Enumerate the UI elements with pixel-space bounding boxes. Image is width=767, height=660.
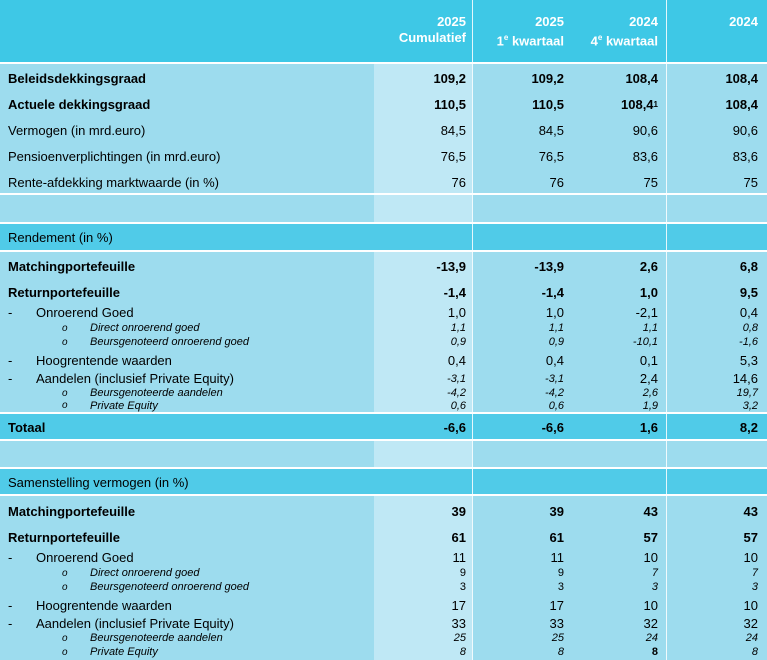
table-row [0,335,767,349]
row-label: Private Equity [90,399,158,412]
table-row [0,580,767,594]
value-cell: 32 [643,616,658,631]
row-label: Beursgenoteerd onroerend goed [90,336,250,348]
value-cell: 3 [459,581,466,593]
table-row [0,399,767,412]
value-cell: 0,8 [742,322,758,334]
value-cell: 8 [751,646,758,658]
row-label: Returnportefeuille [8,284,120,300]
value-cell: 7 [651,567,658,579]
value-cell: 76 [451,174,466,190]
value-cell: 3 [557,581,564,593]
row-label: Beleidsdekkingsgraad [8,70,146,86]
value-cell: -10,1 [632,336,658,348]
table-row [0,386,767,400]
value-cell: 9 [557,567,564,579]
value-cell: -4,2 [447,387,466,399]
row-label: Direct onroerend goed [90,567,200,579]
value-cell: 2,6 [642,387,658,399]
row-label: Private Equity [90,646,158,658]
value-cell: 8,2 [739,419,758,435]
value-cell: 9 [459,567,466,579]
value-cell: 0,4 [739,305,758,320]
value-cell: 19,7 [736,387,758,399]
dash-marker: - [8,597,13,613]
dash-marker: - [8,305,13,320]
table-row [0,498,767,524]
row-label: Beursgenoteerd onroerend goed [90,581,250,593]
value-cell: 76 [549,174,564,190]
value-cell: 1,1 [642,322,658,334]
table-row [0,117,767,143]
value-cell: 108,4 [725,70,758,86]
row-label: Onroerend Goed [36,305,134,320]
value-cell: 84,5 [440,122,466,138]
value-cell: 8 [651,646,658,658]
value-cell: 17 [451,597,466,613]
value-cell: 24 [745,632,758,644]
table-row [0,645,767,659]
row-label: Returnportefeuille [8,529,120,545]
value-cell: 110,5 [532,96,564,112]
table-row [0,524,767,550]
value-cell: -1,4 [443,284,466,300]
value-cell: 14,6 [732,371,758,386]
value-cell: 0,6 [450,399,466,412]
header-col-4: 2024 [729,14,758,29]
row-label: Vermogen (in mrd.euro) [8,122,146,138]
table-row [0,549,767,566]
table-row [0,304,767,321]
table-row [0,351,767,369]
value-cell: 43 [643,503,658,519]
value-cell: -1,6 [739,336,758,348]
value-cell: -3,1 [447,372,466,385]
value-cell: 9,5 [739,284,758,300]
value-cell: 75 [643,174,658,190]
value-cell: 0,4 [447,352,466,368]
dash-marker: - [8,371,13,386]
total-row [0,414,767,440]
value-cell: 1,0 [545,305,564,320]
value-cell: 10 [743,550,758,565]
row-label: Beursgenoteerde aandelen [90,632,223,644]
value-cell: 25 [551,632,564,644]
bullet-marker: o [62,581,68,593]
table-row [0,169,767,195]
value-cell: 83,6 [632,148,658,164]
row-label: Direct onroerend goed [90,322,200,334]
row-label: Beursgenoteerde aandelen [90,387,223,399]
header-col-3: 2024 4e kwartaal [590,14,658,49]
row-label: Totaal [8,419,46,435]
value-cell: 109,2 [531,70,564,86]
table-row [0,566,767,580]
table-row [0,631,767,645]
row-label: Actuele dekkingsgraad [8,96,151,112]
value-cell: 39 [451,503,466,519]
bullet-marker: o [62,567,68,579]
value-cell: 1,1 [548,322,564,334]
highlight-column [374,440,472,468]
value-cell: 10 [643,550,658,565]
value-cell: -2,1 [635,305,658,320]
value-cell: 11 [452,550,466,565]
row-label: Matchingportefeuille [8,503,136,519]
value-cell: 57 [643,529,658,545]
section-title [0,469,767,495]
header-col-2: 2025 1e kwartaal [496,14,564,49]
row-label: Aandelen (inclusief Private Equity) [36,616,234,631]
value-cell: 108,4 [725,96,758,112]
table-row [0,143,767,169]
row-label: Hoogrentende waarden [36,597,172,613]
table-row [0,370,767,387]
dash-marker: - [8,616,13,631]
value-cell: 10 [743,597,758,613]
value-cell: 76,5 [440,148,466,164]
bullet-marker: o [62,400,68,411]
value-cell: 7 [751,567,758,579]
header-col-1: 2025 Cumulatief [398,14,466,45]
table-row [0,615,767,632]
value-cell: 110,5 [434,96,466,112]
row-label: Rente-afdekking marktwaarde (in %) [8,174,219,190]
value-cell: 8 [557,646,564,658]
row-label: Onroerend Goed [36,550,134,565]
value-cell: -13,9 [436,258,466,274]
bullet-marker: o [62,322,68,334]
table-row [0,596,767,614]
value-cell: 109,2 [433,70,466,86]
section-title [0,224,767,250]
value-cell: 3 [651,581,658,593]
value-cell: 0,4 [545,352,564,368]
table-row [0,65,767,91]
value-cell: 39 [549,503,564,519]
value-cell: 5,3 [739,352,758,368]
value-cell: -13,9 [534,258,564,274]
bullet-marker: o [62,336,68,348]
row-label: Pensioenverplichtingen (in mrd.euro) [8,148,221,164]
value-cell: -1,4 [541,284,564,300]
table-row [0,321,767,335]
value-cell: 84,5 [538,122,564,138]
bullet-marker: o [62,387,68,399]
value-cell: 90,6 [632,122,658,138]
value-cell: 61 [451,529,466,545]
value-cell: 1,0 [447,305,466,320]
dash-marker: - [8,352,13,368]
value-cell: 83,6 [732,148,758,164]
value-cell: 43 [743,503,758,519]
value-cell: -3,1 [545,372,564,385]
bullet-marker: o [62,632,68,644]
value-cell: 0,1 [639,352,658,368]
value-cell: 1,0 [639,284,658,300]
table-row [0,279,767,305]
value-cell: -6,6 [541,419,564,435]
value-cell: 108,4 [625,70,658,86]
value-cell: 17 [549,597,564,613]
divider [0,250,767,252]
value-cell: 108,4 1 [621,96,658,112]
value-cell: 1,6 [639,419,658,435]
table-row [0,253,767,279]
value-cell: 11 [550,550,564,565]
value-cell: 3,2 [742,399,758,412]
table-row [0,91,767,117]
row-label: Matchingportefeuille [8,258,136,274]
value-cell: 75 [743,174,758,190]
value-cell: 33 [549,616,564,631]
row-label: Aandelen (inclusief Private Equity) [36,371,234,386]
value-cell: 0,6 [548,399,564,412]
value-cell: 0,9 [548,336,564,348]
value-cell: 3 [751,581,758,593]
value-cell: 8 [459,646,466,658]
value-cell: 10 [643,597,658,613]
value-cell: 2,6 [639,258,658,274]
section-title-label: Samenstelling vermogen (in %) [8,474,189,490]
bullet-marker: o [62,646,68,658]
value-cell: 33 [451,616,466,631]
value-cell: 1,1 [450,322,466,334]
value-cell: 2,4 [639,371,658,386]
dash-marker: - [8,550,13,565]
section-title-label: Rendement (in %) [8,229,113,245]
value-cell: -4,2 [545,387,564,399]
value-cell: 25 [453,632,466,644]
value-cell: 76,5 [538,148,564,164]
value-cell: 24 [645,632,658,644]
value-cell: 90,6 [732,122,758,138]
value-cell: 1,9 [642,399,658,412]
footnote-marker: 1 [653,99,658,109]
value-cell: -6,6 [443,419,466,435]
row-label: Hoogrentende waarden [36,352,172,368]
value-cell: 6,8 [739,258,758,274]
value-cell: 57 [743,529,758,545]
value-cell: 61 [549,529,564,545]
value-cell: 0,9 [450,336,466,348]
value-cell: 32 [743,616,758,631]
divider [0,62,767,64]
